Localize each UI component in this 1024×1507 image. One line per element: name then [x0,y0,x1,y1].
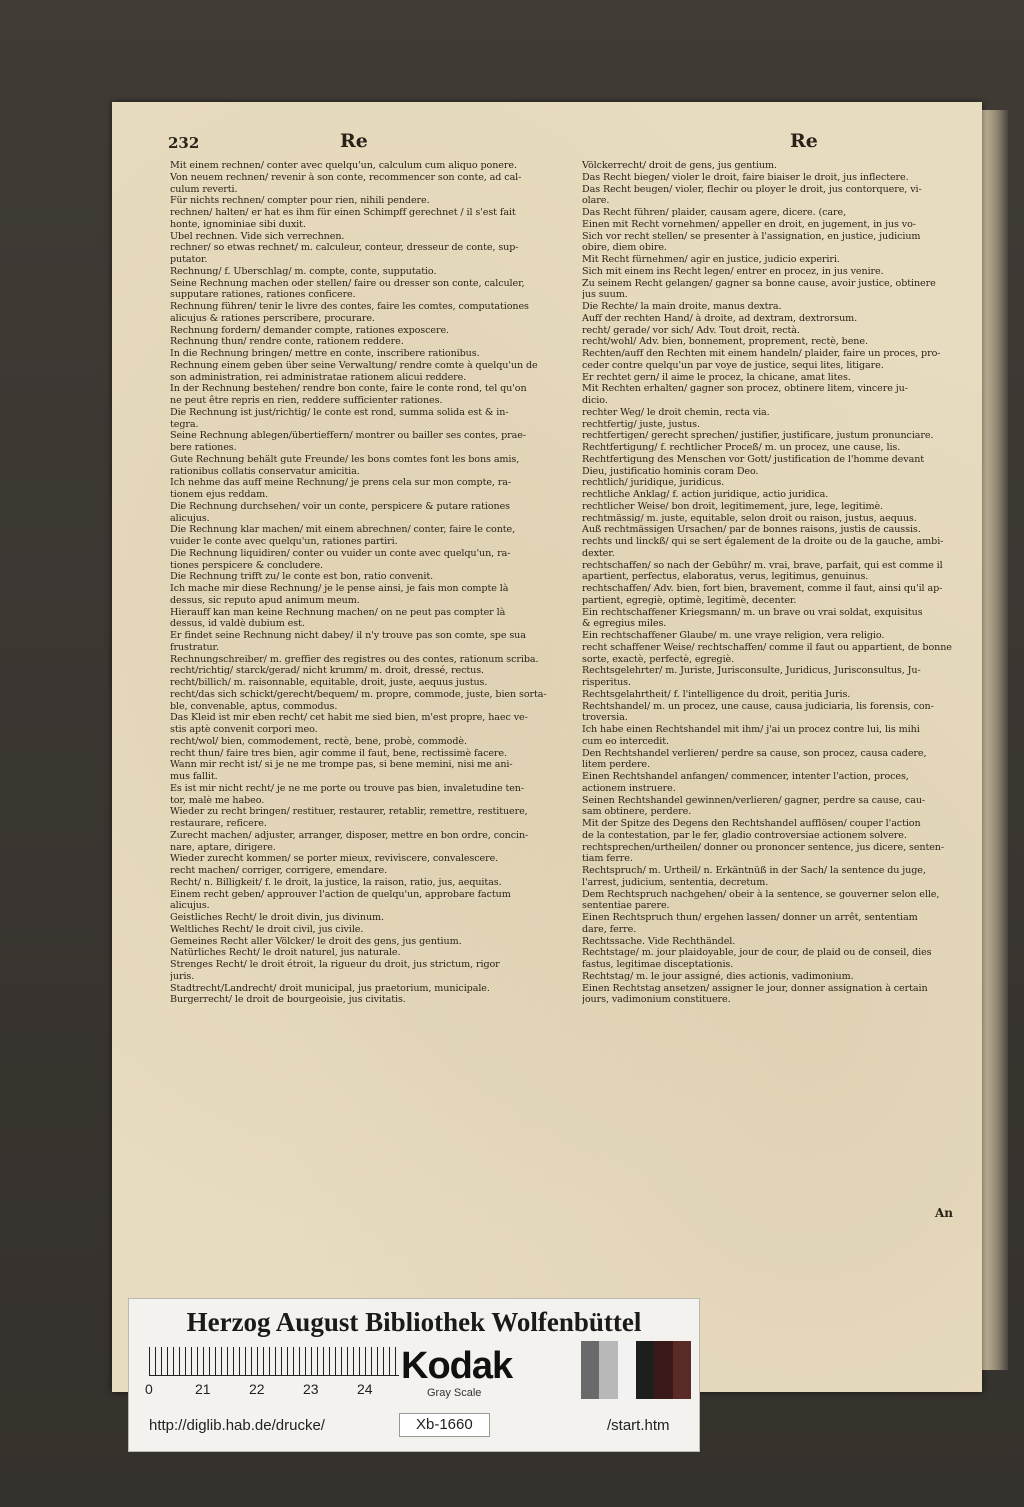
dictionary-line: alicujus & rationes perscribere, procurare. [170,312,375,324]
dictionary-line: Rechtfertigung/ f. rechtlicher Proceß/ m. un procez, une cause, lis. [582,442,901,453]
dictionary-line: Einem recht geben/ approuver l'action de quelqu'un, approbare factum [170,888,511,900]
dictionary-line: rechter Weg/ le droit chemin, recta via. [582,406,770,418]
dictionary-line: dessus, id valdè dubium est. [170,618,305,630]
dictionary-line: Er findet seine Rechnung nicht dabey/ il n'y trouve pas son comte, spe sua [170,630,526,641]
dictionary-line: Rechtshandel/ m. un procez, une cause, causa judiciaria, lis forensis, con- [582,700,934,712]
dictionary-line: Rechnung/ f. Uberschlag/ m. compte, conte, supputatio. [170,265,437,277]
dictionary-line: rechner/ so etwas rechnet/ m. calculeur, conteur, dresseur de conte, sup- [170,242,519,254]
dictionary-line: olare. [582,195,610,207]
dictionary-line: son administration, rei administratae rationem alicui reddere. [170,371,467,383]
kodak-logo: Kodak [401,1345,513,1387]
dictionary-line: Rechten/auff den Rechten mit einem handeln/ plaider, faire un proces, pro- [582,348,941,359]
dictionary-line: Rechtspruch/ m. Urtheil/ n. Erkäntnüß in der Sach/ la sentence du juge, [582,865,926,876]
dictionary-line: recht/richtig/ starck/gerad/ nicht krumm/ m. droit, dressé, rectus. [170,665,484,677]
dictionary-line: recht machen/ corriger, corrigere, emendare. [170,865,388,876]
dictionary-line: Einen Rechtshandel anfangen/ commencer, intenter l'action, proces, [582,771,909,782]
dictionary-line: Rechnungschreiber/ m. greffier des registres ou des contes, rationum scriba. [170,653,539,665]
gray-swatch [654,1341,672,1399]
dictionary-line: Strenges Recht/ le droit étroit, la rigueur du droit, jus strictum, rigor [170,959,500,970]
dictionary-line: Mit Recht fürnehmen/ agir en justice, judicio experiri. [582,254,840,265]
dictionary-line: ceder contre quelqu'un par voye de justice, sequi lites, litigare. [582,359,884,371]
dictionary-line: recht/billich/ m. raisonnable, equitable, droit, juste, aequus justus. [170,677,488,688]
dictionary-line: & egregius miles. [582,618,667,630]
dictionary-line: Seine Rechnung ablegen/übertieffern/ montrer ou bailler ses contes, prae- [170,430,526,442]
dictionary-line: rechtliche Anklag/ f. action juridique, actio juridica. [582,489,829,500]
dictionary-line: Die Rechnung klar machen/ mit einem abrechnen/ conter, faire le conte, [170,524,516,536]
dictionary-line: Wieder zu recht bringen/ restituer, restaurer, retablir, remettre, restituere, [170,806,528,818]
dictionary-line: vuider le conte avec quelqu'un, rationes partiri. [170,536,398,547]
dictionary-line: jus suum. [582,289,628,301]
dictionary-line: risperitus. [582,677,631,688]
dictionary-line: culum reverti. [170,183,238,195]
dictionary-line: Ubel rechnen. Vide sich verrechnen. [170,230,345,242]
dictionary-line: Die Rechnung durchsehen/ voir un conte, perspicere & putare rationes [170,500,510,512]
dictionary-line: recht thun/ faire tres bien, agir comme il faut, bene, rectissimè facere. [170,747,507,759]
dictionary-line: supputare rationes, rationes conficere. [170,289,356,301]
dictionary-line: rechtfertigen/ gerecht sprechen/ justifier, justificare, justum pronunciare. [582,430,934,442]
dictionary-line: Seinen Rechtshandel gewinnen/verlieren/ gagner, perdre sa cause, cau- [582,794,926,806]
dictionary-line: Es ist mir nicht recht/ je ne me porte ou trouve pas bien, invaletudine ten- [170,782,525,794]
dictionary-line: tiones perspicere & concludere. [170,559,324,571]
dictionary-line: Mit der Spitze des Degens den Rechtshandel aufflösen/ couper l'action [582,818,921,829]
dictionary-line: rechtfertig/ juste, justus. [582,418,700,430]
dictionary-line: Auff der rechten Hand/ à droite, ad dextram, dextrorsum. [582,312,858,324]
dictionary-line: recht/das sich schickt/gerecht/bequem/ m. propre, commode, juste, bien sorta- [170,688,547,700]
dictionary-line: partient, egregiè, optimè, legitimè, decenter. [582,594,797,606]
dictionary-line: tegra. [170,418,199,430]
dictionary-line: Das Recht beugen/ violer, flechir ou ployer le droit, jus contorquere, vi- [582,183,922,195]
dictionary-line: Rechtssache. Vide Rechthändel. [582,935,736,947]
left-column [170,160,568,1006]
dictionary-line: juris. [170,970,195,982]
dictionary-line: recht/ gerade/ vor sich/ Adv. Tout droit, rectà. [582,324,800,336]
ruler-number: 0 [145,1381,153,1397]
dictionary-line: fastus, legitimae disceptationis. [582,959,734,970]
dictionary-line: Er rechtet gern/ il aime le procez, la chicane, amat lites. [582,371,851,383]
dictionary-line: Die Rechnung trifft zu/ le conte est bon, ratio convenit. [170,571,434,583]
ruler-number: 21 [195,1381,211,1397]
gray-swatch [673,1341,691,1399]
dictionary-line: Rechnung thun/ rendre conte, rationem reddere. [170,336,404,348]
dictionary-line: actionem instruere. [582,782,676,794]
dictionary-line: Rechtstage/ m. jour plaidoyable, jour de cour, de plaid ou de conseil, dies [582,947,932,959]
gray-scale-swatches [581,1341,691,1399]
dictionary-line: rechts und linckß/ qui se sert également de la droite ou de la gauche, ambi- [582,536,944,547]
dictionary-line: Recht/ n. Billigkeit/ f. le droit, la justice, la raison, ratio, jus, aequitas. [170,876,502,888]
dictionary-line: rechtlich/ juridique, juridicus. [582,477,725,489]
dictionary-line: rechtschaffen/ Adv. bien, fort bien, bravement, comme il faut, ainsi qu'il ap- [582,583,943,594]
dictionary-line: Ein rechtschaffener Glaube/ m. une vraye religion, vera religio. [582,630,885,641]
dictionary-line: honte, ignominiae sibi duxit. [170,218,306,230]
dictionary-line: dicio. [582,395,608,406]
dictionary-line: Hierauff kan man keine Rechnung machen/ on ne peut pas compter là [170,606,506,618]
running-head-right: Re [790,130,818,152]
dictionary-line: Geistliches Recht/ le droit divin, jus divinum. [170,912,384,923]
dictionary-line: Die Rechte/ la main droite, manus dextra. [582,301,782,312]
dictionary-line: Rechtstag/ m. le jour assigné, dies actionis, vadimonium. [582,970,854,982]
dictionary-line: apartient, perfectus, elaboratus, verus, legitimus, genuinus. [582,571,869,583]
dictionary-line: l'arrest, judicium, sententia, decretum. [582,876,769,888]
dictionary-line: Das Kleid ist mir eben recht/ cet habit me sied bien, m'est propre, haec ve- [170,712,528,724]
book-page-edge [982,110,1008,1370]
gray-swatch [618,1341,636,1399]
dictionary-line: Rechtsgelehrter/ m. Juriste, Jurisconsulte, Juridicus, Jurisconsultus, Ju- [582,665,921,677]
url-suffix: /start.htm [607,1417,670,1434]
dictionary-line: cum eo intercedit. [582,735,669,747]
dictionary-line: ble, convenable, aptus, commodus. [170,700,338,712]
scale-ruler [149,1347,399,1376]
dictionary-line: Ich mache mir diese Rechnung/ je le pense ainsi, je fais mon compte là [170,583,509,594]
dictionary-line: In die Rechnung bringen/ mettre en conte, inscribere rationibus. [170,348,480,359]
dictionary-line: Rechnung einem geben über seine Verwaltung/ rendre comte à quelqu'un de [170,359,538,371]
dictionary-line: Sich vor recht stellen/ se presenter à l'assignation, en justice, judicium [582,230,921,242]
dictionary-line: stis aptè convenit corpori meo. [170,724,318,735]
gray-swatch [636,1341,654,1399]
dictionary-line: tionem ejus reddam. [170,489,269,500]
running-head-left: Re [340,130,368,152]
dictionary-line: Einen Rechtspruch thun/ ergehen lassen/ donner un arrêt, sententiam [582,912,918,923]
dictionary-line: Wann mir recht ist/ si je ne me trompe pas, si bene memini, nisi me ani- [170,759,513,771]
dictionary-line: Rechnung fordern/ demander compte, rationes exposcere. [170,324,449,336]
dictionary-line: Dem Rechtspruch nachgehen/ obeir à la sentence, se gouverner selon elle, [582,888,940,900]
dictionary-line: In der Rechnung bestehen/ rendre bon conte, faire le conte rond, tel qu'on [170,383,527,395]
dictionary-line: rechtschaffen/ so nach der Gebühr/ m. vrai, brave, parfait, qui est comme il [582,559,943,571]
dictionary-line: jours, vadimonium constituere. [582,994,731,1006]
dictionary-line: Gemeines Recht aller Völcker/ le droit des gens, jus gentium. [170,935,462,947]
dictionary-line: rechtmässig/ m. juste, equitable, selon droit ou raison, justus, aequus. [582,512,917,524]
dictionary-line: recht schaffener Weise/ rechtschaffen/ comme il faut ou appartient, de bonne [582,641,952,653]
dictionary-line: bere rationes. [170,442,237,453]
ruler-number: 24 [357,1381,373,1397]
url-prefix: http://diglib.hab.de/drucke/ [149,1417,325,1434]
dictionary-line: dessus, sic reputo apud animum meum. [170,594,360,606]
dictionary-line: rechtsprechen/urtheilen/ donner ou prononcer sentence, jus dicere, senten- [582,841,945,853]
dictionary-line: sententiae parere. [582,900,670,912]
dictionary-line: dexter. [582,547,615,559]
dictionary-line: Zu seinem Recht gelangen/ gagner sa bonne cause, avoir justice, obtinere [582,277,936,289]
dictionary-line: Von neuem rechnen/ revenir à son conte, recommencer son conte, ad cal- [170,171,522,183]
dictionary-line: sam obtinere, perdere. [582,806,692,818]
dictionary-line: sorte, exactè, perfectè, egregiè. [582,653,735,665]
dictionary-line: Dieu, justificatio hominis coram Deo. [582,465,759,477]
dictionary-line: nare, aptare, dirigere. [170,841,276,853]
library-color-card [128,1298,700,1452]
dictionary-line: rechtlicher Weise/ bon droit, legitimement, jure, lege, legitimè. [582,500,883,512]
dictionary-line: Natürliches Recht/ le droit naturel, jus naturale. [170,947,401,959]
dictionary-line: Mit einem rechnen/ conter avec quelqu'un, calculum cum aliquo ponere. [170,160,517,171]
dictionary-line: tiam ferre. [582,853,633,865]
dictionary-line: recht/wohl/ Adv. bien, bonnement, proprement, rectè, bene. [582,336,868,348]
dictionary-line: Einen mit Recht vornehmen/ appeller en droit, en jugement, in jus vo- [582,218,916,230]
dictionary-line: Die Rechnung ist just/richtig/ le conte est rond, summa solida est & in- [170,406,509,418]
dictionary-line: Die Rechnung liquidiren/ conter ou vuider un conte avec quelqu'un, ra- [170,547,511,559]
dictionary-line: Gute Rechnung behält gute Freunde/ les bons comtes font les bons amis, [170,453,520,465]
dictionary-line: Den Rechtshandel verlieren/ perdre sa cause, son procez, causa cadere, [582,747,927,759]
dictionary-line: alicujus. [170,512,210,524]
dictionary-line: alicujus. [170,900,210,912]
dictionary-line: restaurare, reficere. [170,818,267,829]
page-number: 232 [168,134,200,152]
dictionary-line: rechnen/ halten/ er hat es ihm für einen Schimpff gerechnet / il s'est fait [170,207,516,218]
dictionary-line: troversia. [582,712,628,724]
dictionary-line: frustratur. [170,641,219,653]
dictionary-line: Stadtrecht/Landrecht/ droit municipal, jus praetorium, municipale. [170,982,490,994]
dictionary-line: Rechtfertigung des Menschen vor Gott/ justification de l'homme devant [582,453,925,465]
dictionary-line: Weltliches Recht/ le droit civil, jus civile. [170,923,364,935]
dictionary-line: Rechnung führen/ tenir le livre des contes, faire les comtes, computationes [170,301,529,312]
dictionary-line: mus fallit. [170,771,218,782]
dictionary-line: Rechtsgelahrtheit/ f. l'intelligence du droit, peritia Juris. [582,688,851,700]
dictionary-line: obire, diem obire. [582,242,667,254]
dictionary-line: Burgerrecht/ le droit de bourgeoisie, jus civitatis. [170,994,406,1006]
dictionary-line: Wieder zurecht kommen/ se porter mieux, revivìscere, convalescere. [170,853,499,865]
gray-swatch [581,1341,599,1399]
dictionary-line: putator. [170,254,208,265]
dictionary-line: Einen Rechtstag ansetzen/ assigner le jour, donner assignation à certain [582,982,928,994]
dictionary-line: litem perdere. [582,759,650,771]
gray-scale-label: Gray Scale [427,1387,482,1399]
dictionary-line: Sich mit einem ins Recht legen/ entrer en procez, in jus venire. [582,265,884,277]
dictionary-line: Mit Rechten erhalten/ gagner son procez, obtinere litem, vincere ju- [582,383,908,395]
dictionary-line: Ein rechtschaffener Kriegsmann/ m. un brave ou vrai soldat, exquisitus [582,606,923,618]
gray-swatch [599,1341,617,1399]
dictionary-line: Ich habe einen Rechtshandel mit ihm/ j'ai un procez contre lui, lis mihi [582,724,920,735]
dictionary-line: recht/wol/ bien, commodement, rectè, bene, probè, commodè. [170,735,467,747]
dictionary-line: de la contestation, par le fer, gladio controversiae actionem solvere. [582,829,907,841]
dictionary-line: Ich nehme das auff meine Rechnung/ je prens cela sur mon compte, ra- [170,477,512,489]
ruler-number: 22 [249,1381,265,1397]
dictionary-line: Das Recht führen/ plaider, causam agere, dicere. (care, [582,207,847,218]
dictionary-line: Für nichts rechnen/ compter pour rien, nihili pendere. [170,195,430,207]
library-title: Herzog August Bibliothek Wolfenbüttel [186,1307,642,1337]
dictionary-line: dare, ferre. [582,923,637,935]
dictionary-line: Völckerrecht/ droit de gens, jus gentium. [582,160,777,171]
right-column [582,160,974,1006]
catchword: An [935,1206,954,1220]
ruler-number: 23 [303,1381,319,1397]
dictionary-line: Das Recht biegen/ violer le droit, faire biaiser le droit, jus inflectere. [582,171,909,183]
dictionary-line: Zurecht machen/ adjuster, arranger, disposer, mettre en bon ordre, concin- [170,829,529,841]
dictionary-line: rationibus collatis conservatur amicitia. [170,465,360,477]
dictionary-line: ne peut être repris en rien, reddere sufficienter rationes. [170,395,443,406]
dictionary-line: tor, malè me habeo. [170,794,265,806]
shelfmark: Xb-1660 [399,1413,490,1437]
dictionary-line: Seine Rechnung machen oder stellen/ faire ou dresser son conte, calculer, [170,277,525,289]
dictionary-line: Auß rechtmässigen Ursachen/ par de bonnes raisons, justis de caussis. [582,524,921,536]
